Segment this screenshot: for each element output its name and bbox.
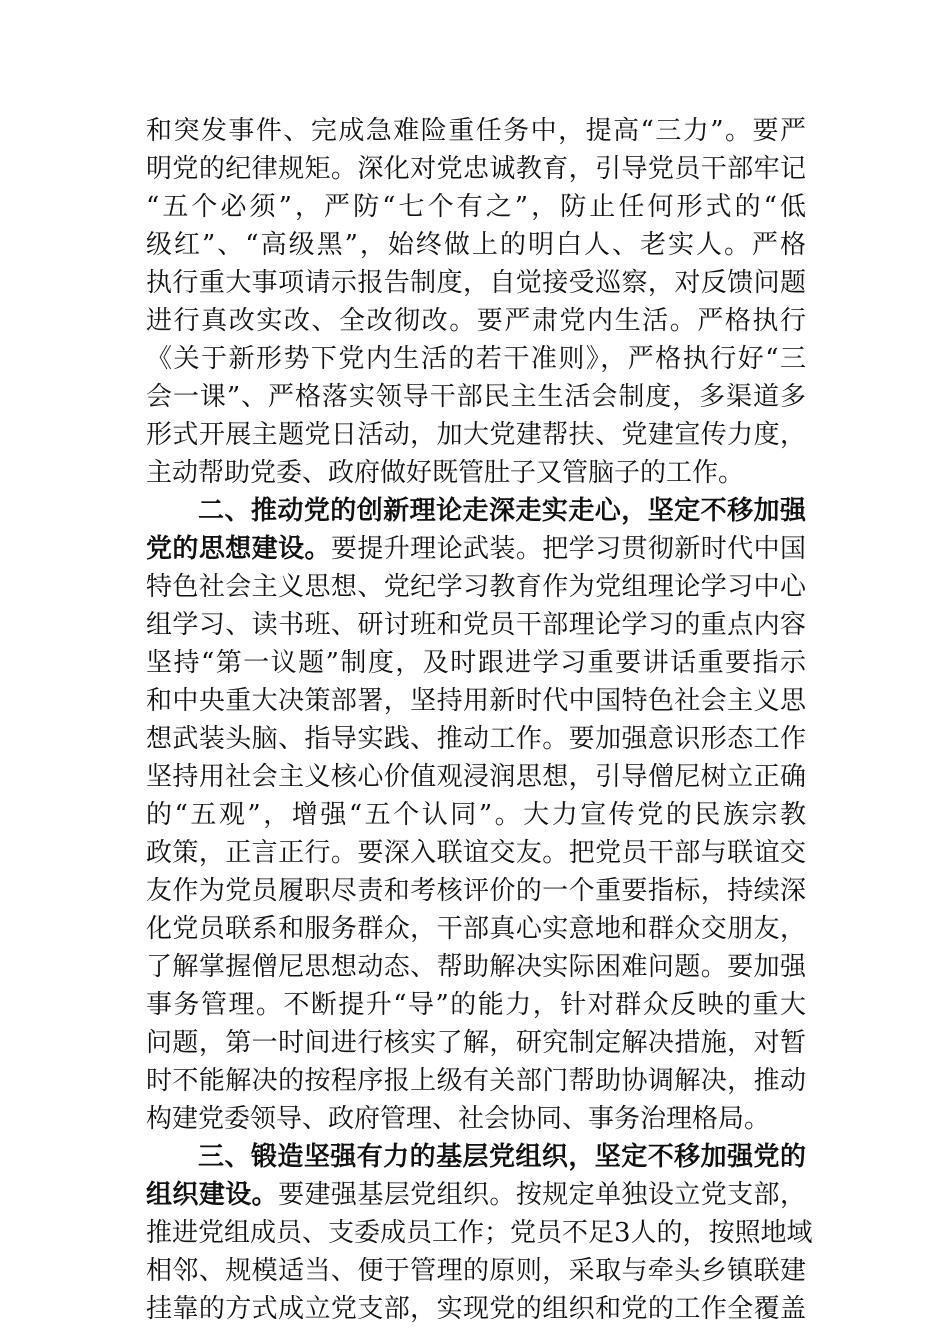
text-line: 构建党委领导、政府管理、社会协同、事务治理格局。 — [146, 1104, 771, 1134]
text-line: 主动帮助党委、政府做好既管肚子又管脑子的工作。 — [146, 458, 745, 488]
text-line: 会一课”、严格落实领导干部民主生活会制度，多渠道多 — [146, 382, 806, 412]
text-line: 友作为党员履职尽责和考核评价的一个重要指标，持续深 — [146, 876, 806, 906]
text-line: 了解掌握僧尼思想动态、帮助解决实际困难问题。要加强 — [146, 952, 806, 982]
text-line: 政策，正言正行。要深入联谊交友。把党员干部与联谊交 — [146, 838, 806, 868]
text-line: 级红”、“高级黑”，始终做上的明白人、老实人。严格 — [146, 230, 806, 260]
text-line: 时不能解决的按程序报上级有关部门帮助协调解决，推动 — [146, 1066, 806, 1096]
text-line: 形式开展主题党日活动，加大党建帮扶、党建宣传力度， — [146, 420, 806, 450]
document-body — [146, 112, 813, 1328]
text-line: 化党员联系和服务群众，干部真心实意地和群众交朋友， — [146, 914, 806, 944]
text-line: 《关于新形势下党内生活的若干准则》，严格执行好“三 — [146, 344, 806, 374]
text-line: 挂靠的方式成立党支部，实现党的组织和党的工作全覆盖 — [146, 1294, 806, 1324]
text-line — [146, 1176, 806, 1214]
text-line: 坚持“第一议题”制度，及时跟进学习重要讲话重要指示 — [146, 648, 806, 678]
section-heading: 三、锻造坚强有力的基层党组织，坚定不移加强党的 — [198, 1142, 806, 1172]
text-line: 坚持用社会主义核心价值观浸润思想，引导僧尼树立正确 — [146, 762, 806, 792]
text-line: 特色社会主义思想、党纪学习教育作为党组理论学习中心 — [146, 572, 806, 602]
text-line: 执行重大事项请示报告制度，自觉接受巡察，对反馈问题 — [146, 268, 806, 298]
text-line: 组学习、读书班、研讨班和党员干部理论学习的重点内容 — [146, 610, 806, 640]
text-line: “五个必须”，严防“七个有之”，防止任何形式的“低 — [146, 192, 806, 222]
text-segment: 要提升理论武装。把学习贯彻新时代中国 — [330, 534, 806, 564]
text-line: 和突发事件、完成急难险重任务中，提高“三力”。要严 — [146, 116, 806, 146]
text-line: 事务管理。不断提升“导”的能力，针对群众反映的重大 — [146, 990, 806, 1020]
text-line: 和中央重大决策部署，坚持用新时代中国特色社会主义思 — [146, 686, 806, 716]
section-heading-tail: 党的思想建设。 — [146, 534, 331, 564]
text-line: 推进党组成员、支委成员工作；党员不足3人的，按照地域 — [146, 1218, 813, 1248]
text-line — [146, 530, 806, 568]
text-line: 进行真改实改、全改彻改。要严肃党内生活。严格执行 — [146, 306, 806, 336]
section-heading-tail: 组织建设。 — [146, 1180, 279, 1210]
text-line: 相邻、规模适当、便于管理的原则，采取与牵头乡镇联建 — [146, 1256, 806, 1286]
text-line: 明党的纪律规矩。深化对党忠诚教育，引导党员干部牢记 — [146, 154, 806, 184]
text-line: 想武装头脑、指导实践、推动工作。要加强意识形态工作 — [146, 724, 806, 754]
section-heading: 二、推动党的创新理论走深走实走心，坚定不移加强 — [198, 496, 806, 526]
text-line: 的“五观”，增强“五个认同”。大力宣传党的民族宗教 — [146, 800, 806, 830]
text-line: 问题，第一时间进行核实了解，研究制定解决措施，对暂 — [146, 1028, 806, 1058]
text-segment: 要建强基层党组织。按规定单独设立党支部， — [278, 1180, 806, 1210]
